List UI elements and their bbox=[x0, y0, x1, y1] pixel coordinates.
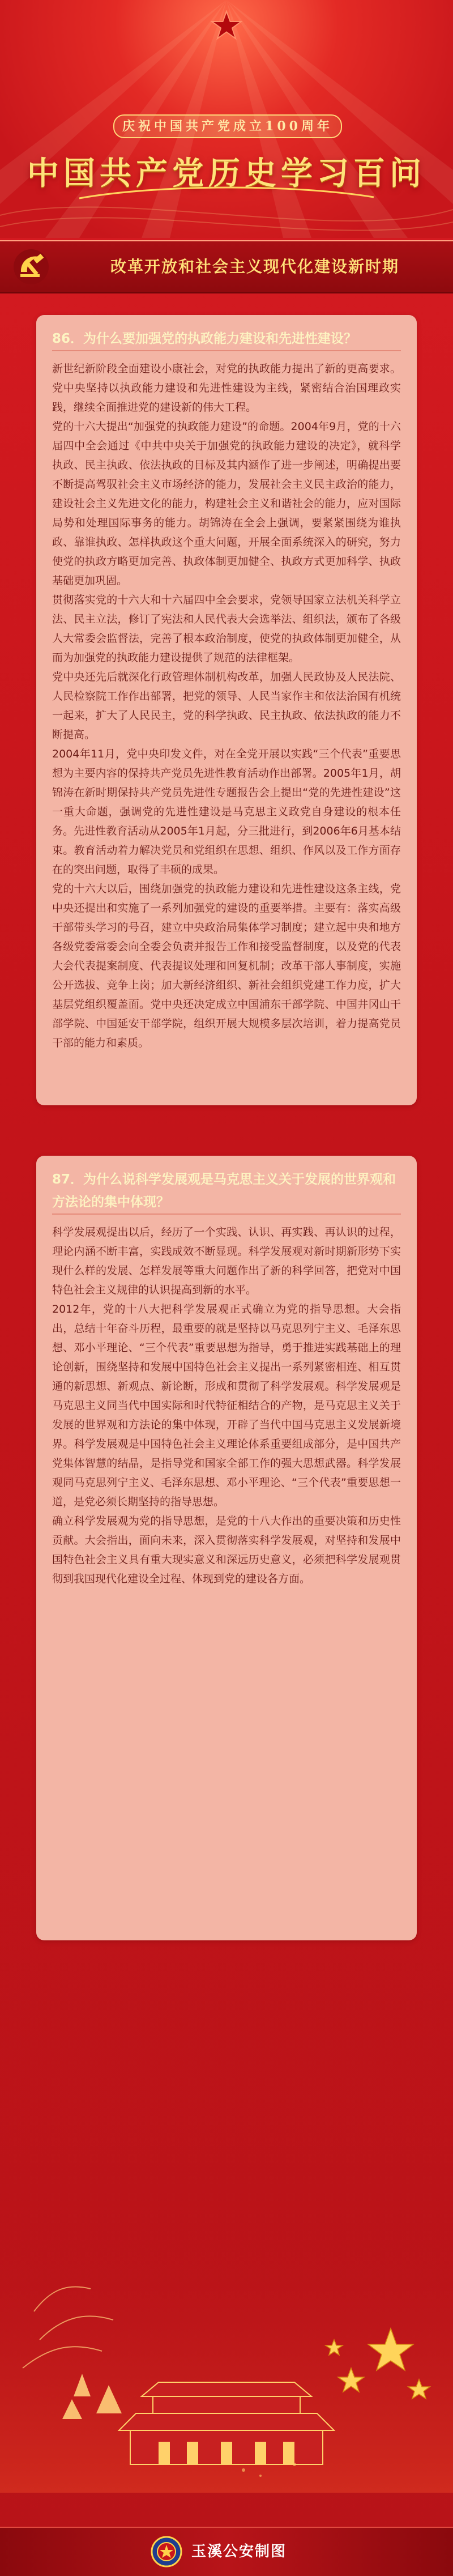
question-heading: 87．为什么说科学发展观是马克思主义关于发展的世界观和方法论的集中体现？ bbox=[52, 1168, 401, 1215]
question-heading: 86．为什么要加强党的执政能力建设和先进性建设？ bbox=[52, 327, 401, 351]
answer-paragraph: 新世纪新阶段全面建设小康社会，对党的执政能力提出了新的更高要求。党中央坚持以执政能力建设和先进性建设为主线，紧密结合治国理政实践，继续全面推进党的建设新的伟大工程。 bbox=[52, 363, 401, 414]
answer-paragraph: 党的十六大提出“加强党的执政能力建设”的命题。2004年9月，党的十六届四中全会通过《中共中央关于加强党的执政能力建设的决定》，就科学执政、民主执政、依法执政的目标及其内涵作了进一步阐述，明确提出要不断提高驾驭社会主义市场经济的能力，发展社会主义民主政治的能力，建设社会主义先进文化的能力，构建社会主义和谐社会的能力，应对国际局势和处理国际事务的能力。胡锦涛在全会上强调，要紧紧围绕为谁执政、靠谁执政、怎样执政这个重大问题，开展全面系统深入的研究，努力使党的执政方略更加完善、执政体制更加健全、执政方式更加科学、执政基础更加巩固。 bbox=[52, 420, 401, 587]
page-title: 中国共产党历史学习百问 bbox=[27, 155, 426, 192]
hammer-sickle-icon bbox=[12, 248, 50, 286]
answer-paragraph: 科学发展观提出以后，经历了一个实践、认识、再实践、再认识的过程，理论内涵不断丰富，实践成效不断显现。科学发展观对新时期新形势下实现什么样的发展、怎样发展等重大问题作出了新的科学回答，把党对中国特色社会主义规律的认识提高到新的水平。 bbox=[52, 1226, 401, 1296]
answer-paragraph: 贯彻落实党的十六大和十六届四中全会要求，党领导国家立法机关科学立法、民主立法，修订了宪法和人民代表大会选举法、组织法，颁布了各级人大常委会监督法，完善了根本政治制度，使党的执政体制更加健全，从而为加强党的执政能力建设提供了规范的法律框架。 bbox=[52, 594, 401, 664]
section-title: 改革开放和社会主义现代化建设新时期 bbox=[110, 257, 399, 276]
red-star-icon bbox=[211, 10, 242, 42]
title-swash-decoration bbox=[74, 181, 379, 204]
anniversary-subtitle: 庆祝中国共产党成立100周年 bbox=[113, 114, 342, 138]
qa-card bbox=[36, 1156, 417, 1940]
answer-paragraph: 2004年11月，党中央印发文件，对在全党开展以实践“三个代表”重要思想为主要内容的保持共产党员先进性教育活动作出部署。2005年1月，胡锦涛在新时期保持共产党员先进性专题报告会上提出“党的先进性建设”这一重大命题，强调党的先进性建设是马克思主义政党自身建设的根本任务。先进性教育活动从2005年1月起，分三批进行，到2006年6月基本结束。教育活动着力解决党员和党组织在思想、组织、作风以及工作方面存在的突出问题，取得了丰硕的成果。 bbox=[52, 748, 401, 876]
hero-header bbox=[0, 0, 453, 238]
answer-paragraph: 党中央还先后就深化行政管理体制机构改革，加强人民政协及人民法院、人民检察院工作作出部署，把党的领导、人民当家作主和依法治国有机统一起来，扩大了人民民主，党的科学执政、民主执政、依法执政的能力不断提高。 bbox=[52, 671, 401, 741]
qa-card bbox=[36, 315, 417, 1105]
answer-paragraph: 2012年，党的十八大把科学发展观正式确立为党的指导思想。大会指出，总结十年奋斗历程，最重要的就是坚持以马克思列宁主义、毛泽东思想、邓小平理论、“三个代表”重要思想为指导，勇于推进实践基础上的理论创新，围绕坚持和发展中国特色社会主义提出一系列紧密相连、相互贯通的新思想、新观点、新论断，形成和贯彻了科学发展观。科学发展观是马克思主义同当代中国实际和时代特征相结合的产物，是马克思主义关于发展的世界观和方法论的集中体现，开辟了当代中国马克思主义发展新境界。科学发展观是中国特色社会主义理论体系重要组成部分，是中国共产党集体智慧的结晶，是指导党和国家全部工作的强大思想武器。科学发展观同马克思列宁主义、毛泽东思想、邓小平理论、“三个代表”重要思想一道，是党必须长期坚持的指导思想。 bbox=[52, 1303, 401, 1508]
answer-paragraph: 确立科学发展观为党的指导思想，是党的十八大作出的重要决策和历史性贡献。大会指出，面向未来，深入贯彻落实科学发展观，对坚持和发展中国特色社会主义具有重大现实意义和深远历史意义，必须把科学发展观贯彻到我国现代化建设全过程、体现到党的建设各方面。 bbox=[52, 1515, 401, 1585]
answer-paragraph: 党的十六大以后，围绕加强党的执政能力建设和先进性建设这条主线，党中央还提出和实施了一系列加强党的建设的重要举措。主要有：落实高级干部带头学习的号召，建立中央政治局集体学习制度；建立起中央和地方各级党委常委会向全委会负责并报告工作和接受监督制度，以及党的代表大会代表提案制度、代表提议处理和回复机制；改革干部人事制度，实施公开选拔、竞争上岗；加大新经济组织、新社会组织党建工作力度，扩大基层党组织覆盖面。党中央还决定成立中国浦东干部学院、中国井冈山干部学院、中国延安干部学院，组织开展大规模多层次培训，着力提高党员干部的能力和素质。 bbox=[52, 883, 401, 1049]
footer-bar bbox=[0, 2527, 453, 2576]
police-badge-icon bbox=[151, 2536, 182, 2568]
section-banner bbox=[0, 240, 453, 293]
footer-credit: 玉溪公安制图 bbox=[191, 2543, 287, 2560]
tiananmen-scene-decoration bbox=[0, 2226, 453, 2493]
